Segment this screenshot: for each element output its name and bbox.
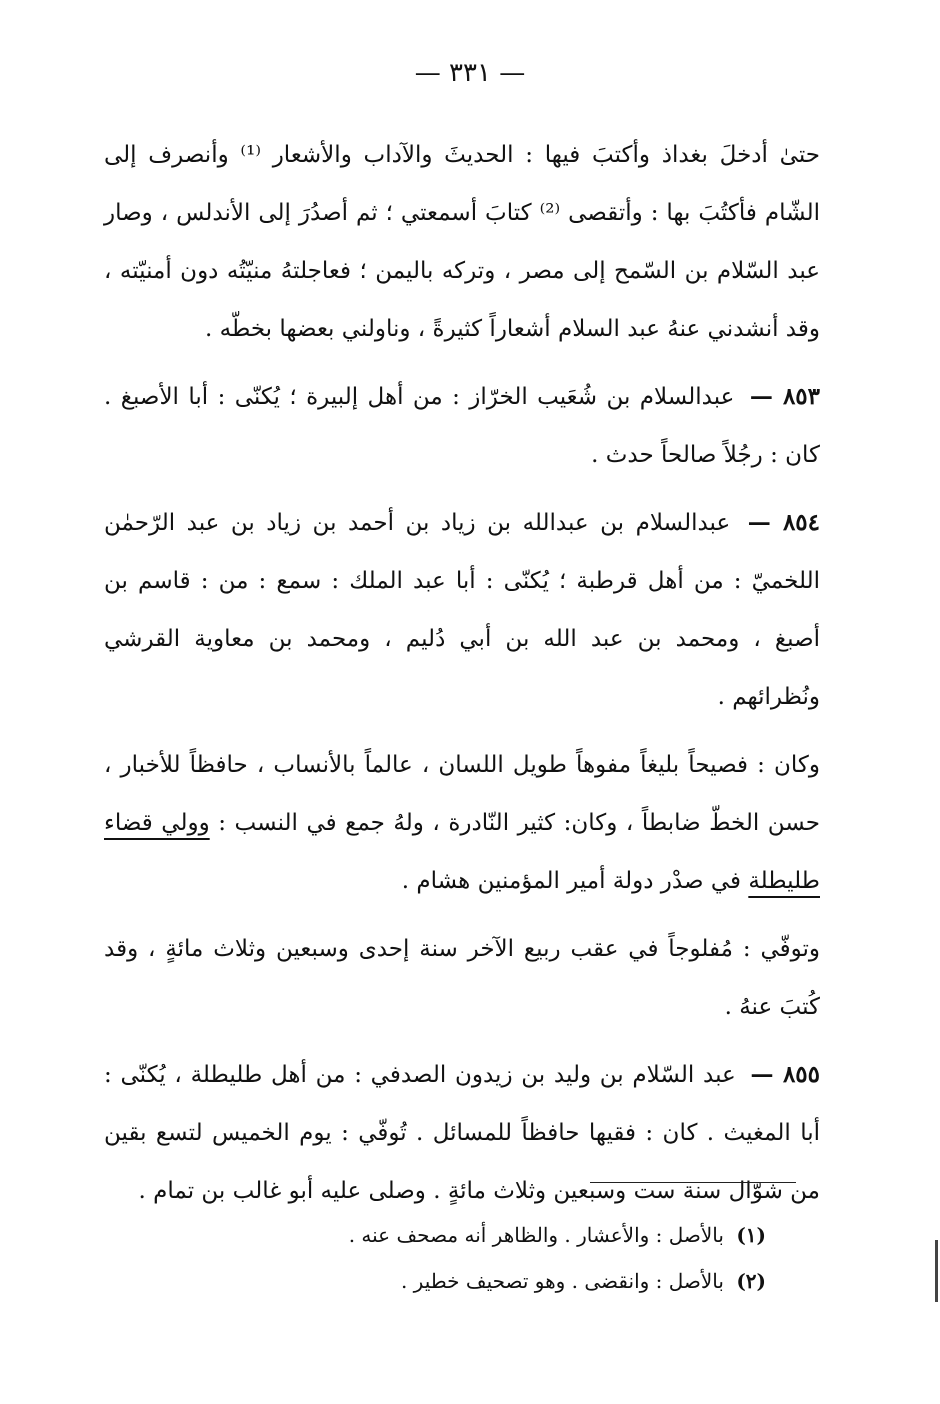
paragraph-tail: في صدْر دولة أمير المؤمنين هشام . (401, 868, 741, 894)
paragraph-text: حتىٰ أدخلَ بغداذ وأكتبَ فيها : الحديثَ والآداب والأشعار ⁽¹⁾ وأنصرف إلى الشّام فأكتُبَ بها : وأتقصى ⁽²⁾ كتابَ أسمعتي ؛ ثم أصدُرَ إلى الأندلس ، وصار عبد السّلام بن السّمح إلى مصر ، وتركه باليمن ؛ فعاجلتهُ منيّتُه دون أمنيّته ، وقد أنشدني عنهُ عبد السلام أشعاراً كثيرةً ، وناولني بعضها بخطّه . (104, 142, 820, 342)
paragraph-4 (104, 736, 820, 910)
main-text (104, 126, 820, 1230)
entry-text: عبدالسلام بن شُعَيب الخرّاز : من أهل إلبيرة ؛ يُكنّى : أبا الأصبغ . كان : رجُلاً صالحاً حدث . (104, 384, 820, 468)
paragraph-5 (104, 920, 820, 1036)
entry-853 (104, 368, 820, 484)
underlined-text: وولي قضاء طليطلة (104, 810, 820, 894)
footnote-divider (590, 1182, 796, 1183)
paragraph-text: وكان : فصيحاً بليغاً مفوهاً طويل اللسان ، عالماً بالأنساب ، حافظاً للأخبار ، حسن الخطّ ضابطاً ، وكان: كثير النّادرة ، ولهُ جمع في النسب : (104, 752, 821, 836)
footnote-text: بالأصل : والأعشار . والظاهر أنه مصحف عنه . (348, 1223, 724, 1247)
paragraph-1 (104, 126, 820, 358)
page-number: — ٣٣١ — (414, 58, 526, 88)
footnote-2 (200, 1258, 766, 1304)
entry-854 (104, 494, 820, 726)
entry-number: ٨٥٤ — (747, 509, 821, 536)
footnote-mark: (٢) (736, 1269, 766, 1293)
scan-edge-mark (935, 1240, 938, 1302)
footnotes (200, 1212, 766, 1304)
entry-855 (104, 1046, 820, 1220)
footnote-text: بالأصل : وانقضى . وهو تصحيف خطير . (400, 1269, 724, 1293)
entry-text: عبد السّلام بن وليد بن زيدون الصدفي : من أهل طليطلة ، يُكنّى : أبا المغيث . كان : فقيها حافظاً للمسائل . تُوفّي : يوم الخميس لتسع بقين من شوّال سنة ست وسبعين وثلاث مائةٍ . وصلى عليه أبو غالب بن تمام . (104, 1062, 820, 1204)
entry-number: ٨٥٣ — (749, 383, 821, 410)
footnote-mark: (١) (736, 1223, 766, 1247)
paragraph-text: وتوفّي : مُفلوجاً في عقب ربيع الآخر سنة إحدى وسبعين وثلاث مائةٍ ، وقد كُتبَ عنهُ . (104, 936, 820, 1020)
entry-number: ٨٥٥ — (750, 1061, 821, 1088)
entry-text: عبدالسلام بن عبدالله بن زياد بن أحمد بن زياد بن عبد الرّحمٰن اللخميّ : من أهل قرطبة ؛ يُكنّى : أبا عبد الملك : سمع : من : قاسم بن أصبغ ، ومحمد بن عبد الله بن أبي دُليم ، ومحمد بن معاوية القرشي ونُظرائهم . (104, 510, 820, 710)
footnote-1 (200, 1212, 766, 1258)
